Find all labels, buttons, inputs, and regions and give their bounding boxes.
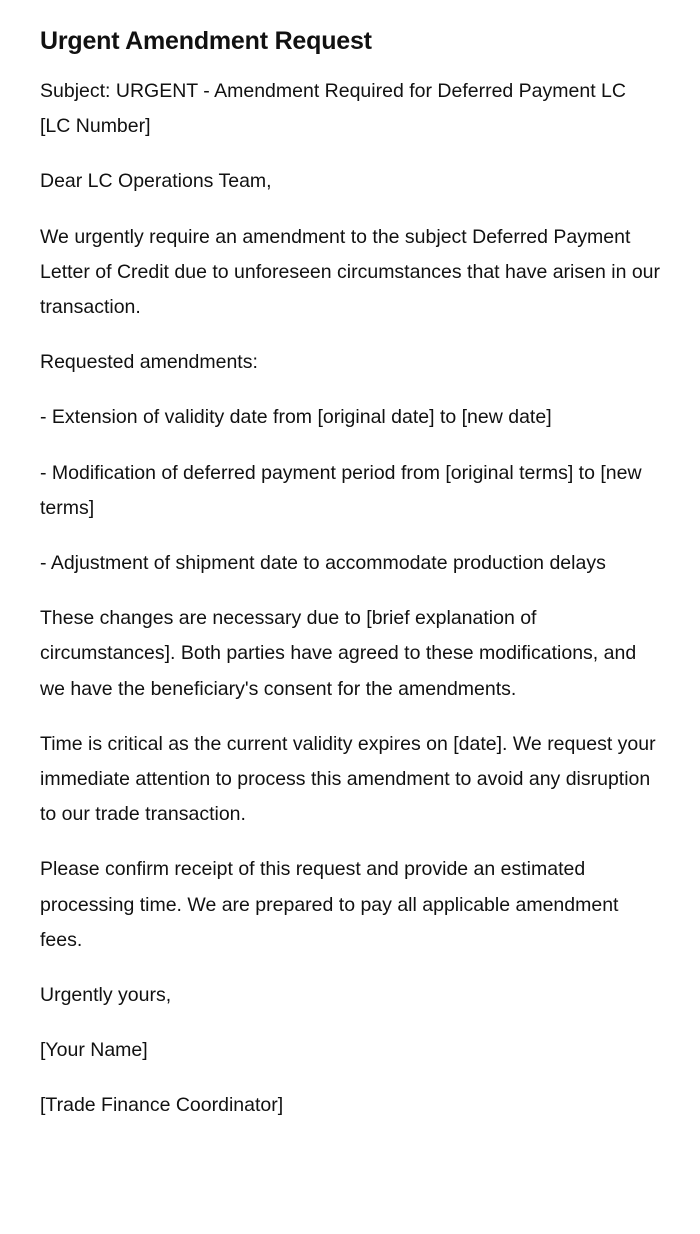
amendment-item: - Adjustment of shipment date to accommodate production delays [40, 552, 606, 575]
confirmation-paragraph: Please confirm receipt of this request and provide an estimated processing time. We are prepared to pay all applicable amendment fees. [40, 858, 619, 951]
amendment-item: - Modification of deferred payment period from [original terms] to [new terms] [40, 461, 642, 519]
justification-paragraph: These changes are necessary due to [brief explanation of circumstances]. Both parties have agreed to these modifications, and we have the beneficiary's consent for the amendments. [40, 607, 637, 700]
amendment-item: - Extension of validity date from [original date] to [new date] [40, 406, 552, 429]
amendments-heading: Requested amendments: [40, 351, 258, 374]
signature-name: [Your Name] [40, 1039, 148, 1062]
urgency-paragraph: Time is critical as the current validity expires on [date]. We request your immediate attention to process this amendment to avoid any disruption to our trade transaction. [40, 732, 656, 826]
document-title: Urgent Amendment Request [40, 27, 372, 55]
intro-paragraph: We urgently require an amendment to the subject Deferred Payment Letter of Credit due to unforeseen circumstances that have arisen in our transaction. [40, 225, 661, 319]
signature-title: [Trade Finance Coordinator] [40, 1094, 284, 1117]
subject-line: Subject: URGENT - Amendment Required for Deferred Payment LC [LC Number] [40, 80, 626, 138]
closing: Urgently yours, [40, 984, 172, 1007]
salutation: Dear LC Operations Team, [40, 170, 272, 193]
